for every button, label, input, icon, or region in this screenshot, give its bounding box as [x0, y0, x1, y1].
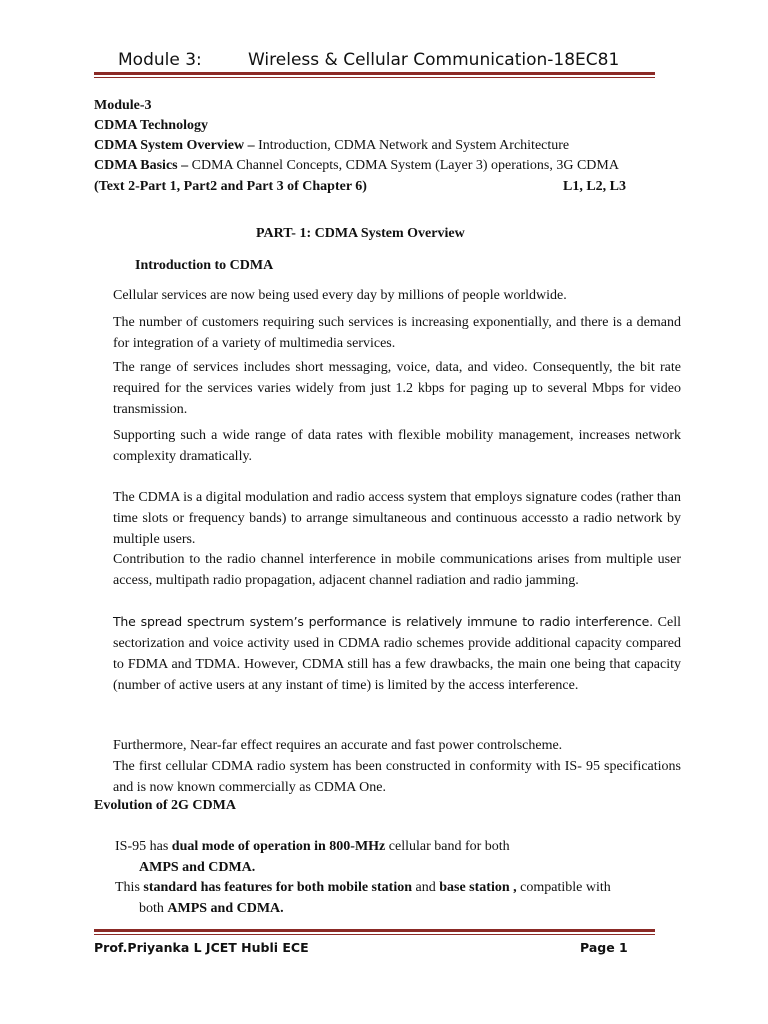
bullet-2-text-a: This [115, 880, 144, 895]
page-header [118, 46, 668, 74]
basics-text: CDMA Channel Concepts, CDMA System (Layer 3) operations, 3G CDMA [188, 158, 619, 173]
bullet-2-text-g: AMPS and CDMA. [167, 901, 284, 916]
bullet-2-text-b: standard has features for both mobile station [143, 880, 413, 895]
evolution-heading: Evolution of 2G CDMA [94, 798, 236, 813]
paragraph-5a: The CDMA is a digital modulation and radio access system that employs signature codes (rather than time slots or frequency bands) to arrange simultaneous and continuous accessto a radio network by multiple users. [113, 490, 681, 547]
topic-heading: CDMA Technology [94, 118, 208, 133]
footer-author: Prof.Priyanka L JCET Hubli ECE [94, 940, 309, 955]
paragraph-7a: Furthermore, Near-far effect requires an accurate and fast power controlscheme. [113, 738, 563, 753]
bullet-item-1 [115, 837, 510, 857]
bullet-2-text-f: both [139, 901, 168, 916]
module-label: Module-3 [94, 98, 152, 113]
overview-label: CDMA System Overview – [94, 138, 255, 153]
paragraph-4: Supporting such a wide range of data rates with flexible mobility management, increases network complexity dramatically. [113, 428, 681, 464]
bullet-1-text-b: dual mode of operation in 800-MHz [171, 839, 386, 854]
section-heading: Introduction to CDMA [135, 258, 274, 273]
bullet-2-continuation [139, 899, 284, 919]
bullet-2-text-e: compatible with [516, 880, 611, 895]
bullet-1-text-c: cellular band for both [385, 839, 510, 854]
footer-page-number: Page 1 [580, 940, 628, 955]
paragraph-6-lead: The spread spectrum system’s performance is relatively immune to radio interference. [113, 614, 653, 629]
paragraph-6 [113, 611, 681, 696]
basics-line [94, 156, 619, 176]
bullet-1-text-a: IS-95 has [115, 839, 172, 854]
header-title: Wireless & Cellular Communication-18EC81 [248, 50, 620, 70]
paragraph-3: The range of services includes short messaging, voice, data, and video. Consequently, the bit rate required for the services varies widely from just 1.2 kbps for paging up to several Mbps for video transmission. [113, 360, 681, 417]
reference-line: (Text 2-Part 1, Part2 and Part 3 of Chapter 6) [94, 179, 367, 194]
header-module: Module 3: [118, 50, 202, 70]
basics-label: CDMA Basics – [94, 158, 189, 173]
header-rule-thick [94, 72, 655, 75]
bullet-2-text-d: base station , [439, 880, 517, 895]
paragraph-6-rest: Cell sectorization and voice activity used in CDMA radio schemes provide additional capacity compared to FDMA and TDMA. However, CDMA still has a few drawbacks, the main one being that capacity (number of active users at any instant of time) is limited by the access interference. [113, 615, 681, 693]
footer-rule-thin [94, 934, 655, 935]
bullet-item-2 [115, 878, 611, 898]
levels: L1, L2, L3 [563, 179, 627, 194]
header-rule-thin [94, 77, 655, 78]
overview-text: Introduction, CDMA Network and System Architecture [254, 138, 570, 153]
paragraph-5b: Contribution to the radio channel interference in mobile communications arises from multiple user access, multipath radio propagation, adjacent channel radiation and radio jamming. [113, 552, 681, 588]
footer-rule-thick [94, 929, 655, 932]
bullet-1-continuation: AMPS and CDMA. [139, 860, 256, 875]
overview-line [94, 136, 569, 156]
paragraph-1: Cellular services are now being used every day by millions of people worldwide. [113, 288, 567, 303]
paragraph-2: The number of customers requiring such services is increasing exponentially, and there is a demand for integration of a variety of multimedia services. [113, 315, 681, 351]
paragraph-7b: The first cellular CDMA radio system has been constructed in conformity with IS- 95 specifications and is now known commercially as CDMA One. [113, 759, 681, 795]
part-heading: PART- 1: CDMA System Overview [256, 226, 465, 241]
bullet-2-text-c: and [412, 880, 440, 895]
